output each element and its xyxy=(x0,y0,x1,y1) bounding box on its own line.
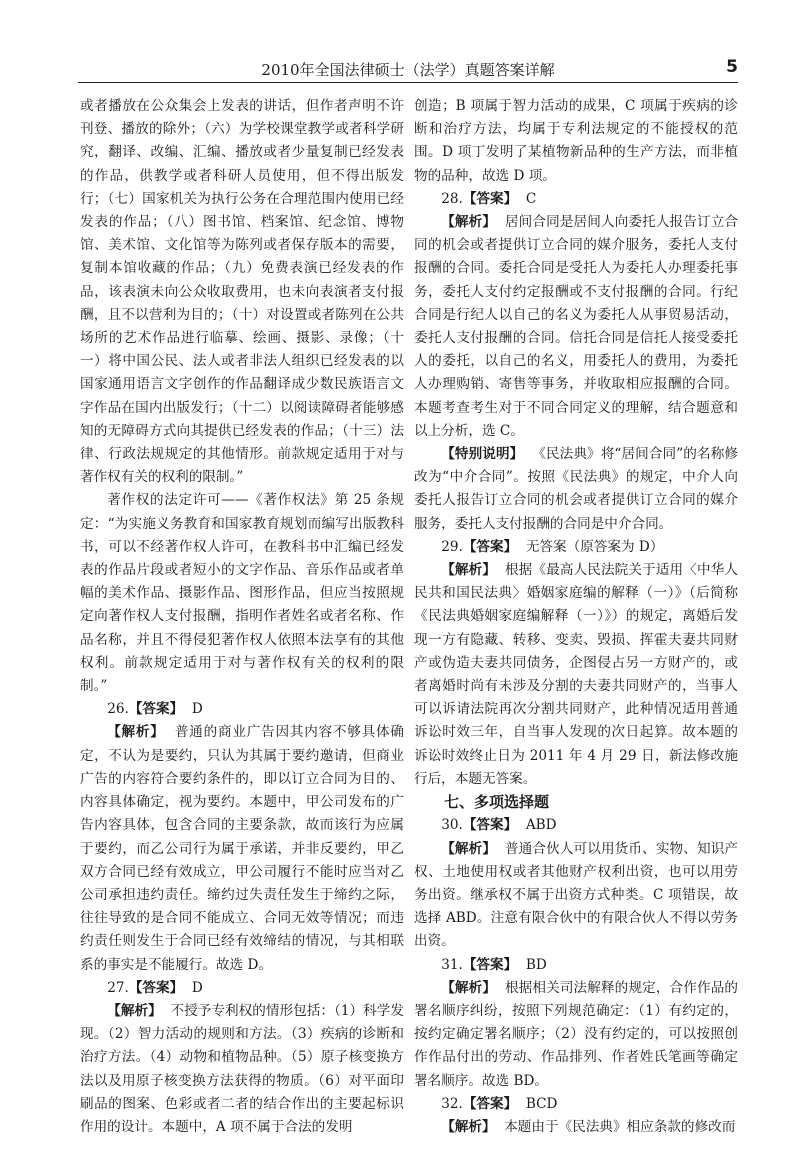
continued-text: 创造；B 项属于智力活动的成果，C 项属于疾病的诊断和治疗方法，均属于专利法规定的不能授权的范围。D 项丁发明了某植物新品种的生产方法，而非植物的品种，故选 D 项。 xyxy=(414,98,738,184)
answer-value: BD xyxy=(525,956,547,973)
analysis-text: 普通合伙人可以用货币、实物、知识产权、土地使用权或者其他财产权利出资，也可以用劳务出资。继承权不属于出资方式种类。C 项错误，故选择 ABD。注意有限合伙中的有限合伙人不得以劳务出资。 xyxy=(414,840,739,950)
answer-value: C xyxy=(525,190,537,207)
analysis-tag: 【解析】 xyxy=(107,1002,162,1019)
answer-tag: 【答案】 xyxy=(462,817,518,834)
header-title: 2010年全国法律硕士（法学）真题答案详解 xyxy=(261,61,555,79)
analysis-text: 根据相关司法解释的规定，合作作品的署名顺序纠纷，按照下列规范确定：（1）有约定的，按约定确定署名顺序；（2）没有约定的，可以按照创作作品付出的劳动、作品排列、作者姓氏笔画等确定署名顺序。故选 BD。 xyxy=(414,979,739,1089)
question-32-analysis xyxy=(414,1116,738,1139)
question-number: 29. xyxy=(441,538,463,555)
question-number: 27. xyxy=(107,979,129,996)
question-32-answer xyxy=(414,1093,738,1116)
question-number: 31. xyxy=(441,956,463,973)
analysis-tag: 【解析】 xyxy=(441,562,497,579)
question-27-answer xyxy=(80,977,404,1000)
page-number: 5 xyxy=(726,57,738,77)
analysis-text: 根据《最高人民法院关于适用〈中华人民共和国民法典〉婚姻家庭编的解释（一）》（后简称《民法典婚姻家庭编解释（一）》）的规定，离婚后发现一方有隐藏、转移、变卖、毁损、挥霍夫妻共同财产或伪造夫妻共同债务，企图侵占另一方财产的，或者离婚时尚有未涉及分割的夫妻共同财产的，当事人可以诉请法院再次分割共同财产，此种情况适用普通诉讼时效三年，自当事人发现的次日起算。故本题的诉讼时效终止日为 2011 年 4 月 29 日，新法修改施行后，本题无答案。 xyxy=(414,562,739,787)
question-31-analysis xyxy=(414,977,738,1093)
answer-tag: 【答案】 xyxy=(462,1095,518,1112)
answer-tag: 【答案】 xyxy=(462,538,518,555)
page-header xyxy=(78,58,738,83)
right-column xyxy=(414,95,738,1139)
question-29-analysis xyxy=(414,559,738,791)
analysis-tag: 【解析】 xyxy=(441,840,497,857)
question-26-analysis xyxy=(80,721,404,976)
answer-value: BCD xyxy=(525,1095,558,1112)
special-note-tag: 【特别说明】 xyxy=(441,446,524,463)
question-29-answer xyxy=(414,536,738,559)
question-30-answer xyxy=(414,814,738,837)
question-number: 30. xyxy=(441,817,463,834)
answer-value: D xyxy=(191,979,203,996)
answer-value: D xyxy=(191,701,203,718)
analysis-tag: 【解析】 xyxy=(441,1118,496,1135)
question-28-analysis xyxy=(414,211,738,443)
analysis-tag: 【解析】 xyxy=(107,724,165,741)
question-28-special-note xyxy=(414,443,738,536)
answer-tag: 【答案】 xyxy=(128,979,184,996)
answer-value: 无答案（原答案为 D） xyxy=(525,538,664,555)
analysis-text: 普通的商业广告因其内容不够具体确定，不认为是要约，只认为其属于要约邀请，但商业广告的内容符合要约条件的，即以订立合同为目的、内容具体确定，视为要约。本题中，甲公司发布的广告内容具体，包含合同的主要条款，故而该行为应属于要约，而乙公司行为属于承诺，并非反要约，甲乙双方合同已经有效成立，甲公司履行不能时应当对乙公司承担违约责任。缔约过失责任发生于缔约之际，往往导致的是合同不能成立、合同无效等情况；而违约责任则发生于合同已经有效缔结的情况，与其相联系的事实是不能履行。故选 D。 xyxy=(80,724,405,973)
special-note-text: 《民法典》将“居间合同”的名称修改为“中介合同”。按照《民法典》的规定，中介人向委托人报告订立合同的机会或者提供订立合同的媒介服务，委托人支付报酬的合同是中介合同。 xyxy=(414,446,738,532)
analysis-text: 不授予专利权的情形包括：（1）科学发现。（2）智力活动的规则和方法。（3）疾病的诊断和治疗方法。（4）动物和植物品种。（5）原子核变换方法以及用原子核变换方法获得的物质。（6）对平面印刷品的图案、色彩或者二者的结合作出的主要起标识作用的设计。本题中，A 项不属于合法的发明 xyxy=(80,1002,404,1135)
question-30-analysis xyxy=(414,838,738,954)
question-31-answer xyxy=(414,954,738,977)
analysis-tag: 【解析】 xyxy=(441,214,497,231)
question-28-answer xyxy=(414,188,738,211)
answer-tag: 【答案】 xyxy=(462,190,518,207)
question-number: 26. xyxy=(107,701,129,718)
statutory-license-paragraph: 著作权的法定许可——《著作权法》第 25 条规定：“为实施义务教育和国家教育规划而编写出版教科书，可以不经著作权人许可，在教科书中汇编已经发表的作品片段或者短小的文字作品、音乐作品或者单幅的美术作品、摄影作品、图形作品，但应当按照规定向著作权人支付报酬，指明作者姓名或者名称、作品名称，并且不得侵犯著作权人依照本法享有的其他权利。前款规定适用于对与著作权有关的权利的限制。” xyxy=(80,492,404,695)
answer-tag: 【答案】 xyxy=(128,701,184,718)
answer-value: ABD xyxy=(525,817,557,834)
analysis-text: 本题由于《民法典》相应条款的修改而 xyxy=(504,1118,736,1135)
left-column xyxy=(80,95,404,1139)
question-number: 28. xyxy=(441,190,463,207)
analysis-text: 居间合同是居间人向委托人报告订立合同的机会或者提供订立合同的媒介服务，委托人支付报酬的合同。委托合同是受托人为委托人办理委托事务，委托人支付约定报酬或不支付报酬的合同。行纪合同是行纪人以自己的名义为委托人从事贸易活动，委托人支付报酬的合同。信托合同是信托人接受委托人的委托，以自己的名义，用委托人的费用，为委托人办理购销、寄售等事务，并收取相应报酬的合同。本题考查考生对于不同合同定义的理解，结合题意和以上分析，选 C。 xyxy=(414,214,739,439)
question-27-analysis xyxy=(80,1000,404,1139)
section-heading: 七、多项选择题 xyxy=(444,793,550,812)
answer-tag: 【答案】 xyxy=(462,956,518,973)
question-number: 32. xyxy=(441,1095,463,1112)
continued-text: 或者播放在公众集会上发表的讲话，但作者声明不许刊登、播放的除外；（六）为学校课堂教学或者科学研究，翻译、改编、汇编、播放或者少量复制已经发表的作品，供教学或者科研人员使用，但不得出版发行；（七）国家机关为执行公务在合理范围内使用已经发表的作品；（八）图书馆、档案馆、纪念馆、博物馆、美术馆、文化馆等为陈列或者保存版本的需要，复制本馆收藏的作品；（九）免费表演已经发表的作品，该表演未向公众收取费用，也未向表演者支付报酬，且不以营利为目的；（十）对设置或者陈列在公共场所的艺术作品进行临摹、绘画、摄影、录像；（十一）将中国公民、法人或者非法人组织已经发表的以国家通用语言文字创作的作品翻译成少数民族语言文字作品在国内出版发行；（十二）以阅读障碍者能够感知的无障碍方式向其提供已经发表的作品；（十三）法律、行政法规规定的其他情形。前款规定适用于对与著作权有关的权利的限制。” xyxy=(80,98,404,486)
analysis-tag: 【解析】 xyxy=(441,979,497,996)
question-26-answer xyxy=(80,698,404,721)
